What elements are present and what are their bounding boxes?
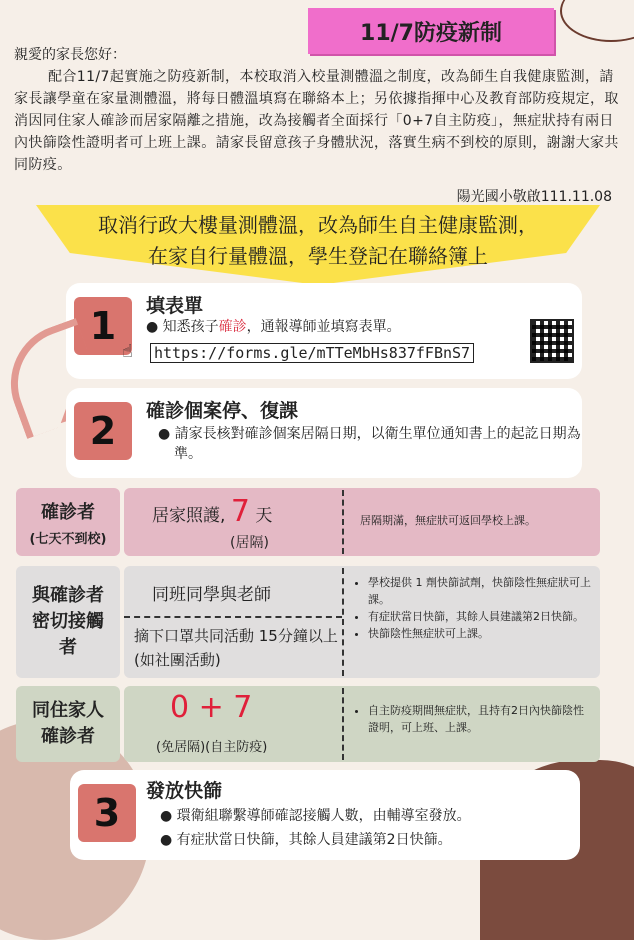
row3-content bbox=[124, 686, 600, 762]
step3-number: 3 bbox=[78, 784, 136, 842]
step1-number: 1 bbox=[74, 297, 132, 355]
form-link[interactable]: https://forms.gle/mTTeMbHs837fFBnS7 bbox=[150, 343, 474, 363]
row1-label bbox=[16, 488, 120, 556]
qr-code-icon bbox=[530, 319, 574, 363]
row3-notes bbox=[354, 702, 594, 736]
row3-label bbox=[16, 686, 120, 762]
row3-main-note: (免居隔)(自主防疫) bbox=[156, 740, 268, 755]
row1-divider bbox=[342, 490, 344, 554]
step1-card bbox=[66, 283, 582, 379]
step1-bullet-highlight: 確診 bbox=[218, 319, 247, 335]
row2-divider bbox=[342, 568, 344, 676]
row3-divider bbox=[342, 688, 344, 760]
row1-main-prefix: 居家照護, bbox=[152, 506, 226, 526]
page-title: 11/7防疫新制 bbox=[308, 8, 554, 54]
step2-title: 確診個案停、復課 bbox=[146, 400, 299, 422]
step2-bullet-text: 請家長核對確診個案居隔日期，以衛生單位通知書上的起訖日期為準。 bbox=[174, 426, 581, 462]
intro-text: 配合11/7起實施之防疫新制，本校取消入校量測體溫之制度，改為師生自我健康監測，請家長讓學童在家量測體溫，將每日體溫填寫在聯絡本上；另依據指揮中心及教育部防疫規定，取消因同住家人確診而居家隔離之措施，改為接觸者全面採行「0+7自主防疫」，無症狀持有兩日內快篩陰性證明者可上班上課。請家長留意孩子身體狀況，落實生病不到校的原則，謝謝大家共同防疫。 bbox=[14, 69, 619, 173]
banner-line-2: 在家自行量體溫，學生登記在聯絡簿上 bbox=[148, 244, 488, 268]
intro-paragraph bbox=[14, 66, 626, 176]
row2-label bbox=[16, 566, 120, 678]
row1-main-number: 7 bbox=[230, 494, 250, 529]
row2-note-item: • 學校提供 1 劑快篩試劑，快篩陰性無症狀可上課。 bbox=[368, 574, 594, 608]
step2-number: 2 bbox=[74, 402, 132, 460]
step2-bullet: ● 請家長核對確診個案居隔日期，以衛生單位通知書上的起訖日期為準。 bbox=[158, 426, 581, 462]
row3-main: 0 + 7 bbox=[170, 690, 253, 725]
banner-line-1: 取消行政大樓量測體溫，改為師生自主健康監測， bbox=[98, 213, 538, 237]
row2-sub2: 摘下口罩共同活動 15分鐘以上 (如社團活動) bbox=[134, 627, 338, 669]
row1-main-suffix: 天 bbox=[255, 506, 273, 526]
hand-pointer-icon: ☝ bbox=[122, 341, 133, 362]
row2-sub1: 同班同學與老師 bbox=[152, 585, 271, 605]
step3-bullet-2-text: 有症狀當日快篩，其餘人員建議第2日快篩。 bbox=[176, 832, 452, 848]
banner-text bbox=[36, 210, 600, 272]
row2-note-item: • 快篩陰性無症狀可上課。 bbox=[368, 625, 594, 642]
step1-bullet-pre: 知悉孩子 bbox=[162, 319, 219, 335]
row1-main-note: (居隔) bbox=[230, 535, 269, 551]
step2-card bbox=[66, 388, 582, 478]
step3-bullet-1-text: 環衛組聯繫導師確認接觸人數，由輔導室發放。 bbox=[176, 808, 471, 824]
step1-bullet: ● 知悉孩子確診，通報導師並填寫表單。 bbox=[146, 319, 401, 335]
row1-main bbox=[152, 494, 272, 529]
row1-content bbox=[124, 488, 600, 556]
row3-note-item: • 自主防疫期間無症狀，且持有2日內快篩陰性證明，可上班、上課。 bbox=[368, 702, 594, 736]
step1-bullet-post: ，通報導師並填寫表單。 bbox=[246, 319, 401, 335]
row1-label-text: 確診者 bbox=[41, 501, 95, 523]
row3-label-text: 同住家人確診者 bbox=[32, 700, 104, 747]
row2-content bbox=[124, 566, 600, 678]
row1-note: 居隔期滿，無症狀可返回學校上課。 bbox=[360, 514, 536, 527]
step3-title: 發放快篩 bbox=[146, 780, 223, 802]
greeting: 親愛的家長您好： bbox=[14, 47, 126, 63]
row2-hdivider bbox=[124, 616, 342, 618]
row2-note-item: • 有症狀當日快篩，其餘人員建議第2日快篩。 bbox=[368, 608, 594, 625]
decor-curve-top bbox=[560, 0, 634, 42]
row2-notes bbox=[354, 574, 594, 642]
step1-title: 填表單 bbox=[146, 295, 204, 317]
step3-bullet-2: ● 有症狀當日快篩，其餘人員建議第2日快篩。 bbox=[160, 832, 452, 848]
step3-bullet-1: ● 環衛組聯繫導師確認接觸人數，由輔導室發放。 bbox=[160, 808, 471, 824]
signature: 陽光國小敬啟111.11.08 bbox=[456, 189, 612, 205]
step3-card bbox=[70, 770, 580, 860]
row2-label-text: 與確診者密切接觸者 bbox=[32, 585, 104, 658]
row1-sublabel: (七天不到校) bbox=[29, 531, 107, 547]
